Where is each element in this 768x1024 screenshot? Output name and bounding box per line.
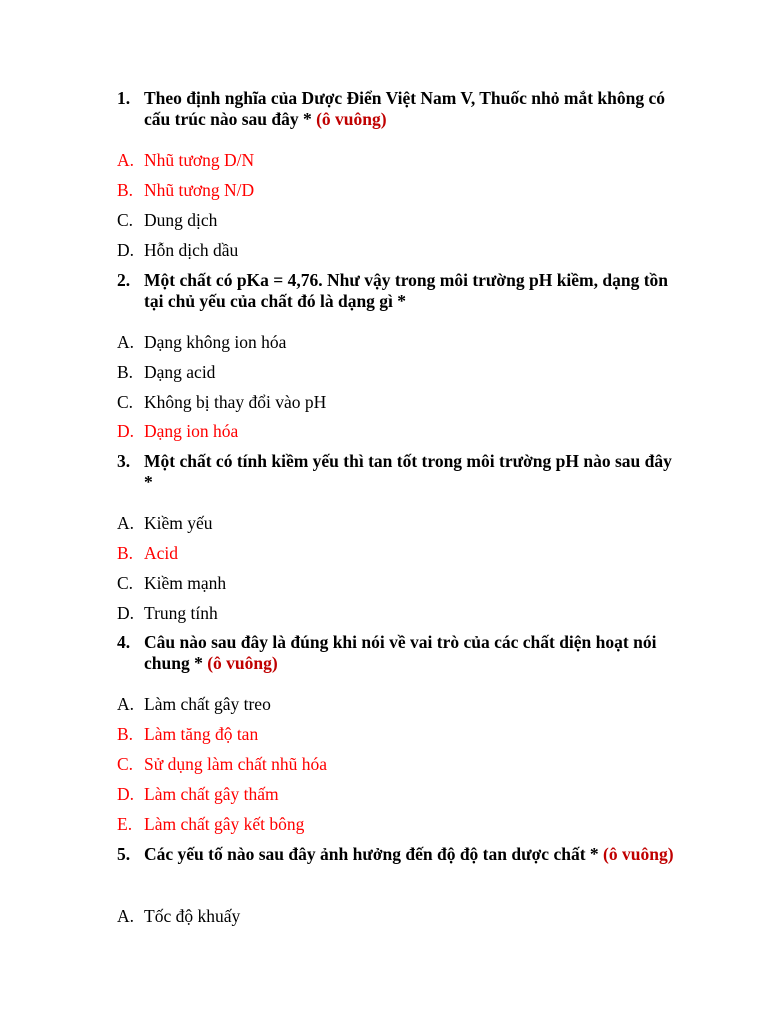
- question-text: Một chất có tính kiềm yếu thì tan tốt trong môi trường pH nào sau đây *: [144, 451, 672, 492]
- option-text: Sử dụng làm chất nhũ hóa: [144, 754, 327, 774]
- option-text: Làm chất gây thấm: [144, 784, 279, 804]
- option-text: Làm chất gây treo: [144, 694, 271, 714]
- option-letter: B.: [117, 724, 134, 744]
- option-3d: [117, 603, 677, 624]
- option-2a: [117, 332, 677, 353]
- question-type-tag: (ô vuông): [207, 653, 278, 673]
- option-letter: C.: [117, 573, 134, 593]
- question-1: [117, 88, 677, 130]
- option-3b: [117, 543, 677, 564]
- option-text: Không bị thay đổi vào pH: [144, 392, 327, 412]
- option-letter: D.: [117, 240, 135, 260]
- question-text: Các yếu tố nào sau đây ảnh hưởng đến độ độ tan dược chất *: [144, 844, 599, 864]
- option-text: Làm chất gây kết bông: [144, 814, 305, 834]
- option-text: Dạng acid: [144, 362, 216, 382]
- option-letter: C.: [117, 392, 134, 412]
- option-letter: B.: [117, 543, 134, 563]
- option-5a: [117, 906, 677, 927]
- option-letter: C.: [117, 754, 134, 774]
- option-text: Nhũ tương N/D: [144, 180, 255, 200]
- option-2c: [117, 392, 677, 413]
- option-letter: A.: [117, 513, 135, 533]
- question-text: Câu nào sau đây là đúng khi nói về vai trò của các chất diện hoạt nói chung *: [144, 632, 657, 673]
- option-text: Nhũ tương D/N: [144, 150, 255, 170]
- option-1d: [117, 240, 677, 261]
- question-number: 1.: [117, 88, 131, 108]
- option-text: Kiềm mạnh: [144, 573, 227, 593]
- question-number: 4.: [117, 632, 131, 652]
- option-text: Kiềm yếu: [144, 513, 213, 533]
- option-text: Làm tăng độ tan: [144, 724, 259, 744]
- option-letter: D.: [117, 603, 135, 623]
- option-letter: D.: [117, 784, 135, 804]
- question-3: [117, 451, 677, 493]
- option-1a: [117, 150, 677, 171]
- question-type-tag: (ô vuông): [316, 109, 387, 129]
- option-4b: [117, 724, 677, 745]
- option-3c: [117, 573, 677, 594]
- option-text: Dạng không ion hóa: [144, 332, 287, 352]
- option-3a: [117, 513, 677, 534]
- option-4d: [117, 784, 677, 805]
- question-type-tag: (ô vuông): [603, 844, 674, 864]
- option-text: Hỗn dịch dầu: [144, 240, 239, 260]
- option-text: Dung dịch: [144, 210, 218, 230]
- option-text: Trung tính: [144, 603, 218, 623]
- option-text: Tốc độ khuấy: [144, 906, 241, 926]
- option-letter: A.: [117, 694, 135, 714]
- option-letter: A.: [117, 906, 135, 926]
- question-4: [117, 632, 677, 674]
- question-text: Một chất có pKa = 4,76. Như vậy trong môi trường pH kiềm, dạng tồn tại chủ yếu của chất đó là dạng gì *: [144, 270, 669, 311]
- option-4e: [117, 814, 677, 835]
- option-letter: B.: [117, 362, 134, 382]
- question-number: 5.: [117, 844, 131, 864]
- option-letter: A.: [117, 332, 135, 352]
- question-2: [117, 270, 677, 312]
- question-number: 2.: [117, 270, 131, 290]
- option-text: Dạng ion hóa: [144, 421, 239, 441]
- question-number: 3.: [117, 451, 131, 471]
- option-text: Acid: [144, 543, 179, 563]
- option-letter: D.: [117, 421, 135, 441]
- option-2b: [117, 362, 677, 383]
- question-text: Theo định nghĩa của Dược Điển Việt Nam V, Thuốc nhỏ mắt không có cấu trúc nào sau đây *: [144, 88, 665, 129]
- option-1c: [117, 210, 677, 231]
- option-4c: [117, 754, 677, 775]
- option-letter: A.: [117, 150, 135, 170]
- question-5: [117, 844, 677, 865]
- option-letter: E.: [117, 814, 133, 834]
- option-4a: [117, 694, 677, 715]
- option-1b: [117, 180, 677, 201]
- option-letter: B.: [117, 180, 134, 200]
- option-letter: C.: [117, 210, 134, 230]
- option-2d: [117, 421, 677, 442]
